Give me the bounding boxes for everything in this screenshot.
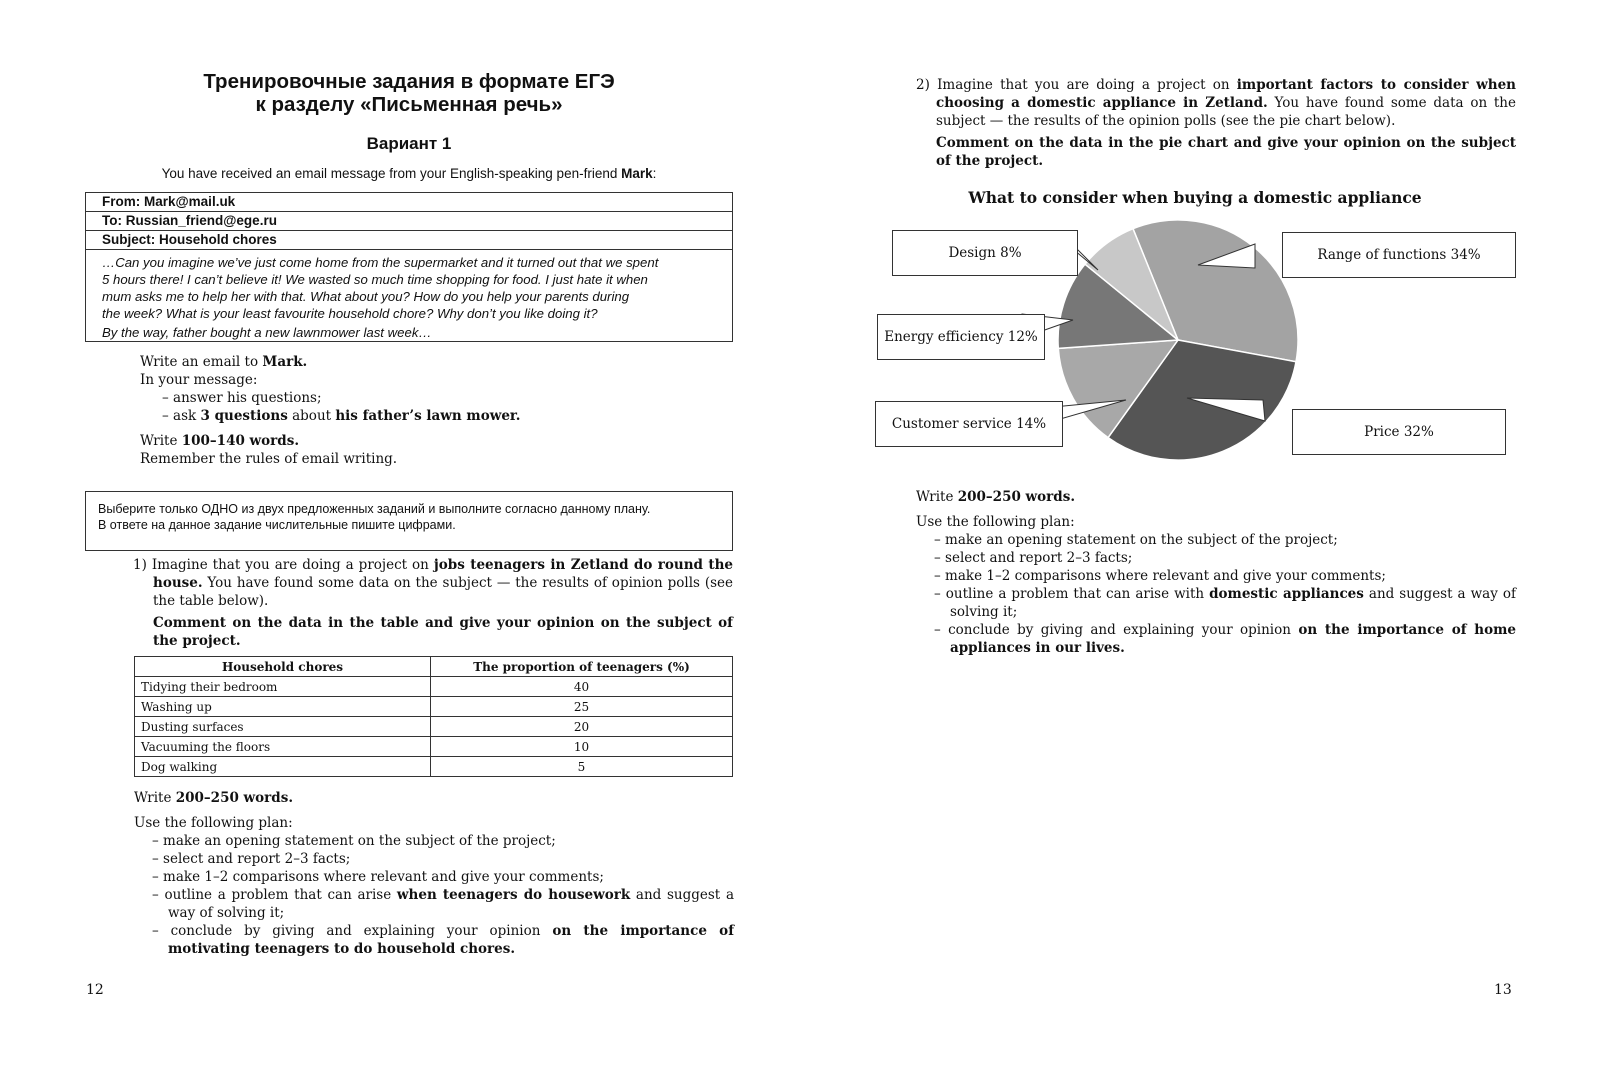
table-cell: Dusting surfaces <box>135 717 431 737</box>
plan-item: – conclude by giving and explaining your opinion on the importance of home appliances in our lives. <box>934 622 1516 656</box>
instruction-remember: Remember the rules of email writing. <box>140 451 398 467</box>
label-energy-efficiency: Energy efficiency 12% <box>877 314 1045 360</box>
page-number-left: 12 <box>86 982 104 998</box>
plan-item: – make 1–2 comparisons where relevant and give your comments; <box>934 568 1386 584</box>
email-box <box>85 192 733 342</box>
plan-word-count: Write 200–250 words. <box>916 489 1076 505</box>
plan-list <box>134 832 734 958</box>
table-header: The proportion of teenagers (%) <box>431 657 733 677</box>
task-2-plan <box>916 488 1516 657</box>
plan-item: – outline a problem that can arise when teenagers do housework and suggest a way of solving it; <box>152 887 734 921</box>
table-cell: 10 <box>431 737 733 757</box>
table-header-row <box>135 657 733 677</box>
plan-item: – conclude by giving and explaining your opinion on the importance of motivating teenagers to do household chores. <box>152 923 734 957</box>
task-1-comment: Comment on the data in the table and give your opinion on the subject of the project. <box>153 615 733 649</box>
table-row <box>135 757 733 777</box>
pie-slices <box>1058 220 1298 460</box>
variant-heading: Вариант 1 <box>366 134 452 153</box>
plan-item: – make an opening statement on the subject of the project; <box>934 532 1338 548</box>
table-cell: Tidying their bedroom <box>135 677 431 697</box>
choose-line: В ответе на данное задание числительные пишите цифрами. <box>98 518 456 532</box>
table-cell: Dog walking <box>135 757 431 777</box>
instruction-write-email: Write an email to Mark. <box>140 354 308 370</box>
email-to: To: Russian_friend@ege.ru <box>86 212 732 231</box>
task-2-text: 2) Imagine that you are doing a project on important factors to consider when choosing a domestic appliance in Zetland. You have found some data on the subject — the results of the opinion polls (see the pie chart below). <box>916 77 1516 129</box>
email-from: From: Mark@mail.uk <box>86 193 732 212</box>
choose-task-box <box>85 491 733 551</box>
page-number-right: 13 <box>1494 982 1512 998</box>
table-cell: Washing up <box>135 697 431 717</box>
task-1 <box>133 556 733 650</box>
email-body-line: the week? What is your least favourite household chore? Why don’t you like doing it? <box>102 306 598 321</box>
instruction-bullet: – ask 3 questions about his father’s lawn mower. <box>162 408 521 424</box>
email-body-line: mum asks me to help her with that. What about you? How do you help your parents during <box>102 289 630 304</box>
plan-item: – select and report 2–3 facts; <box>934 550 1133 566</box>
table-row <box>135 737 733 757</box>
label-design: Design 8% <box>892 230 1078 276</box>
table-cell: Vacuuming the floors <box>135 737 431 757</box>
table-cell: 25 <box>431 697 733 717</box>
task-2 <box>916 76 1516 170</box>
choose-line: Выберите только ОДНО из двух предложенных заданий и выполните согласно данному плану. <box>98 502 651 516</box>
instruction-word-count: Write 100–140 words. <box>140 433 300 449</box>
label-price: Price 32% <box>1292 409 1506 455</box>
task-2-comment: Comment on the data in the pie chart and give your opinion on the subject of the project. <box>936 135 1516 169</box>
table-cell: 40 <box>431 677 733 697</box>
title-line-1: Тренировочные задания в формате ЕГЭ <box>203 70 615 93</box>
title-line-2: к разделу «Письменная речь» <box>255 93 563 116</box>
plan-word-count: Write 200–250 words. <box>134 790 294 806</box>
chores-table <box>134 656 733 777</box>
plan-list <box>916 531 1516 657</box>
table-row <box>135 697 733 717</box>
table-row <box>135 677 733 697</box>
plan-heading: Use the following plan: <box>134 815 293 831</box>
table-cell: 5 <box>431 757 733 777</box>
task-1-plan <box>134 789 734 958</box>
task-1-text: 1) Imagine that you are doing a project on jobs teenagers in Zetland do round the house. You have found some data on the subject — the results of opinion polls (see the table below). <box>133 557 733 609</box>
email-instructions <box>140 353 730 468</box>
plan-item: – make an opening statement on the subject of the project; <box>152 833 556 849</box>
email-body-line: …Can you imagine we’ve just come home from the supermarket and it turned out that we spent <box>102 255 659 270</box>
email-body <box>102 254 712 322</box>
email-postscript: By the way, father bought a new lawnmower last week… <box>102 325 432 340</box>
instruction-bullet: – answer his questions; <box>162 390 322 406</box>
email-subject: Subject: Household chores <box>86 231 732 250</box>
plan-item: – make 1–2 comparisons where relevant and give your comments; <box>152 869 604 885</box>
table-cell: 20 <box>431 717 733 737</box>
plan-item: – outline a problem that can arise with domestic appliances and suggest a way of solving it; <box>934 586 1516 620</box>
table-row <box>135 717 733 737</box>
label-customer-service: Customer service 14% <box>875 401 1063 447</box>
table-header: Household chores <box>135 657 431 677</box>
section-title <box>85 70 733 116</box>
plan-item: – select and report 2–3 facts; <box>152 851 351 867</box>
email-body-line: 5 hours there! I can’t believe it! We wasted so much time shopping for food. I just hate it when <box>102 272 648 287</box>
instruction-in-your-message: In your message: <box>140 372 258 388</box>
label-range-of-functions: Range of functions 34% <box>1282 232 1516 278</box>
intro-text: You have received an email message from your English-speaking pen-friend Mark: <box>161 166 657 181</box>
plan-heading: Use the following plan: <box>916 514 1075 530</box>
chart-title: What to consider when buying a domestic appliance <box>968 188 1422 207</box>
